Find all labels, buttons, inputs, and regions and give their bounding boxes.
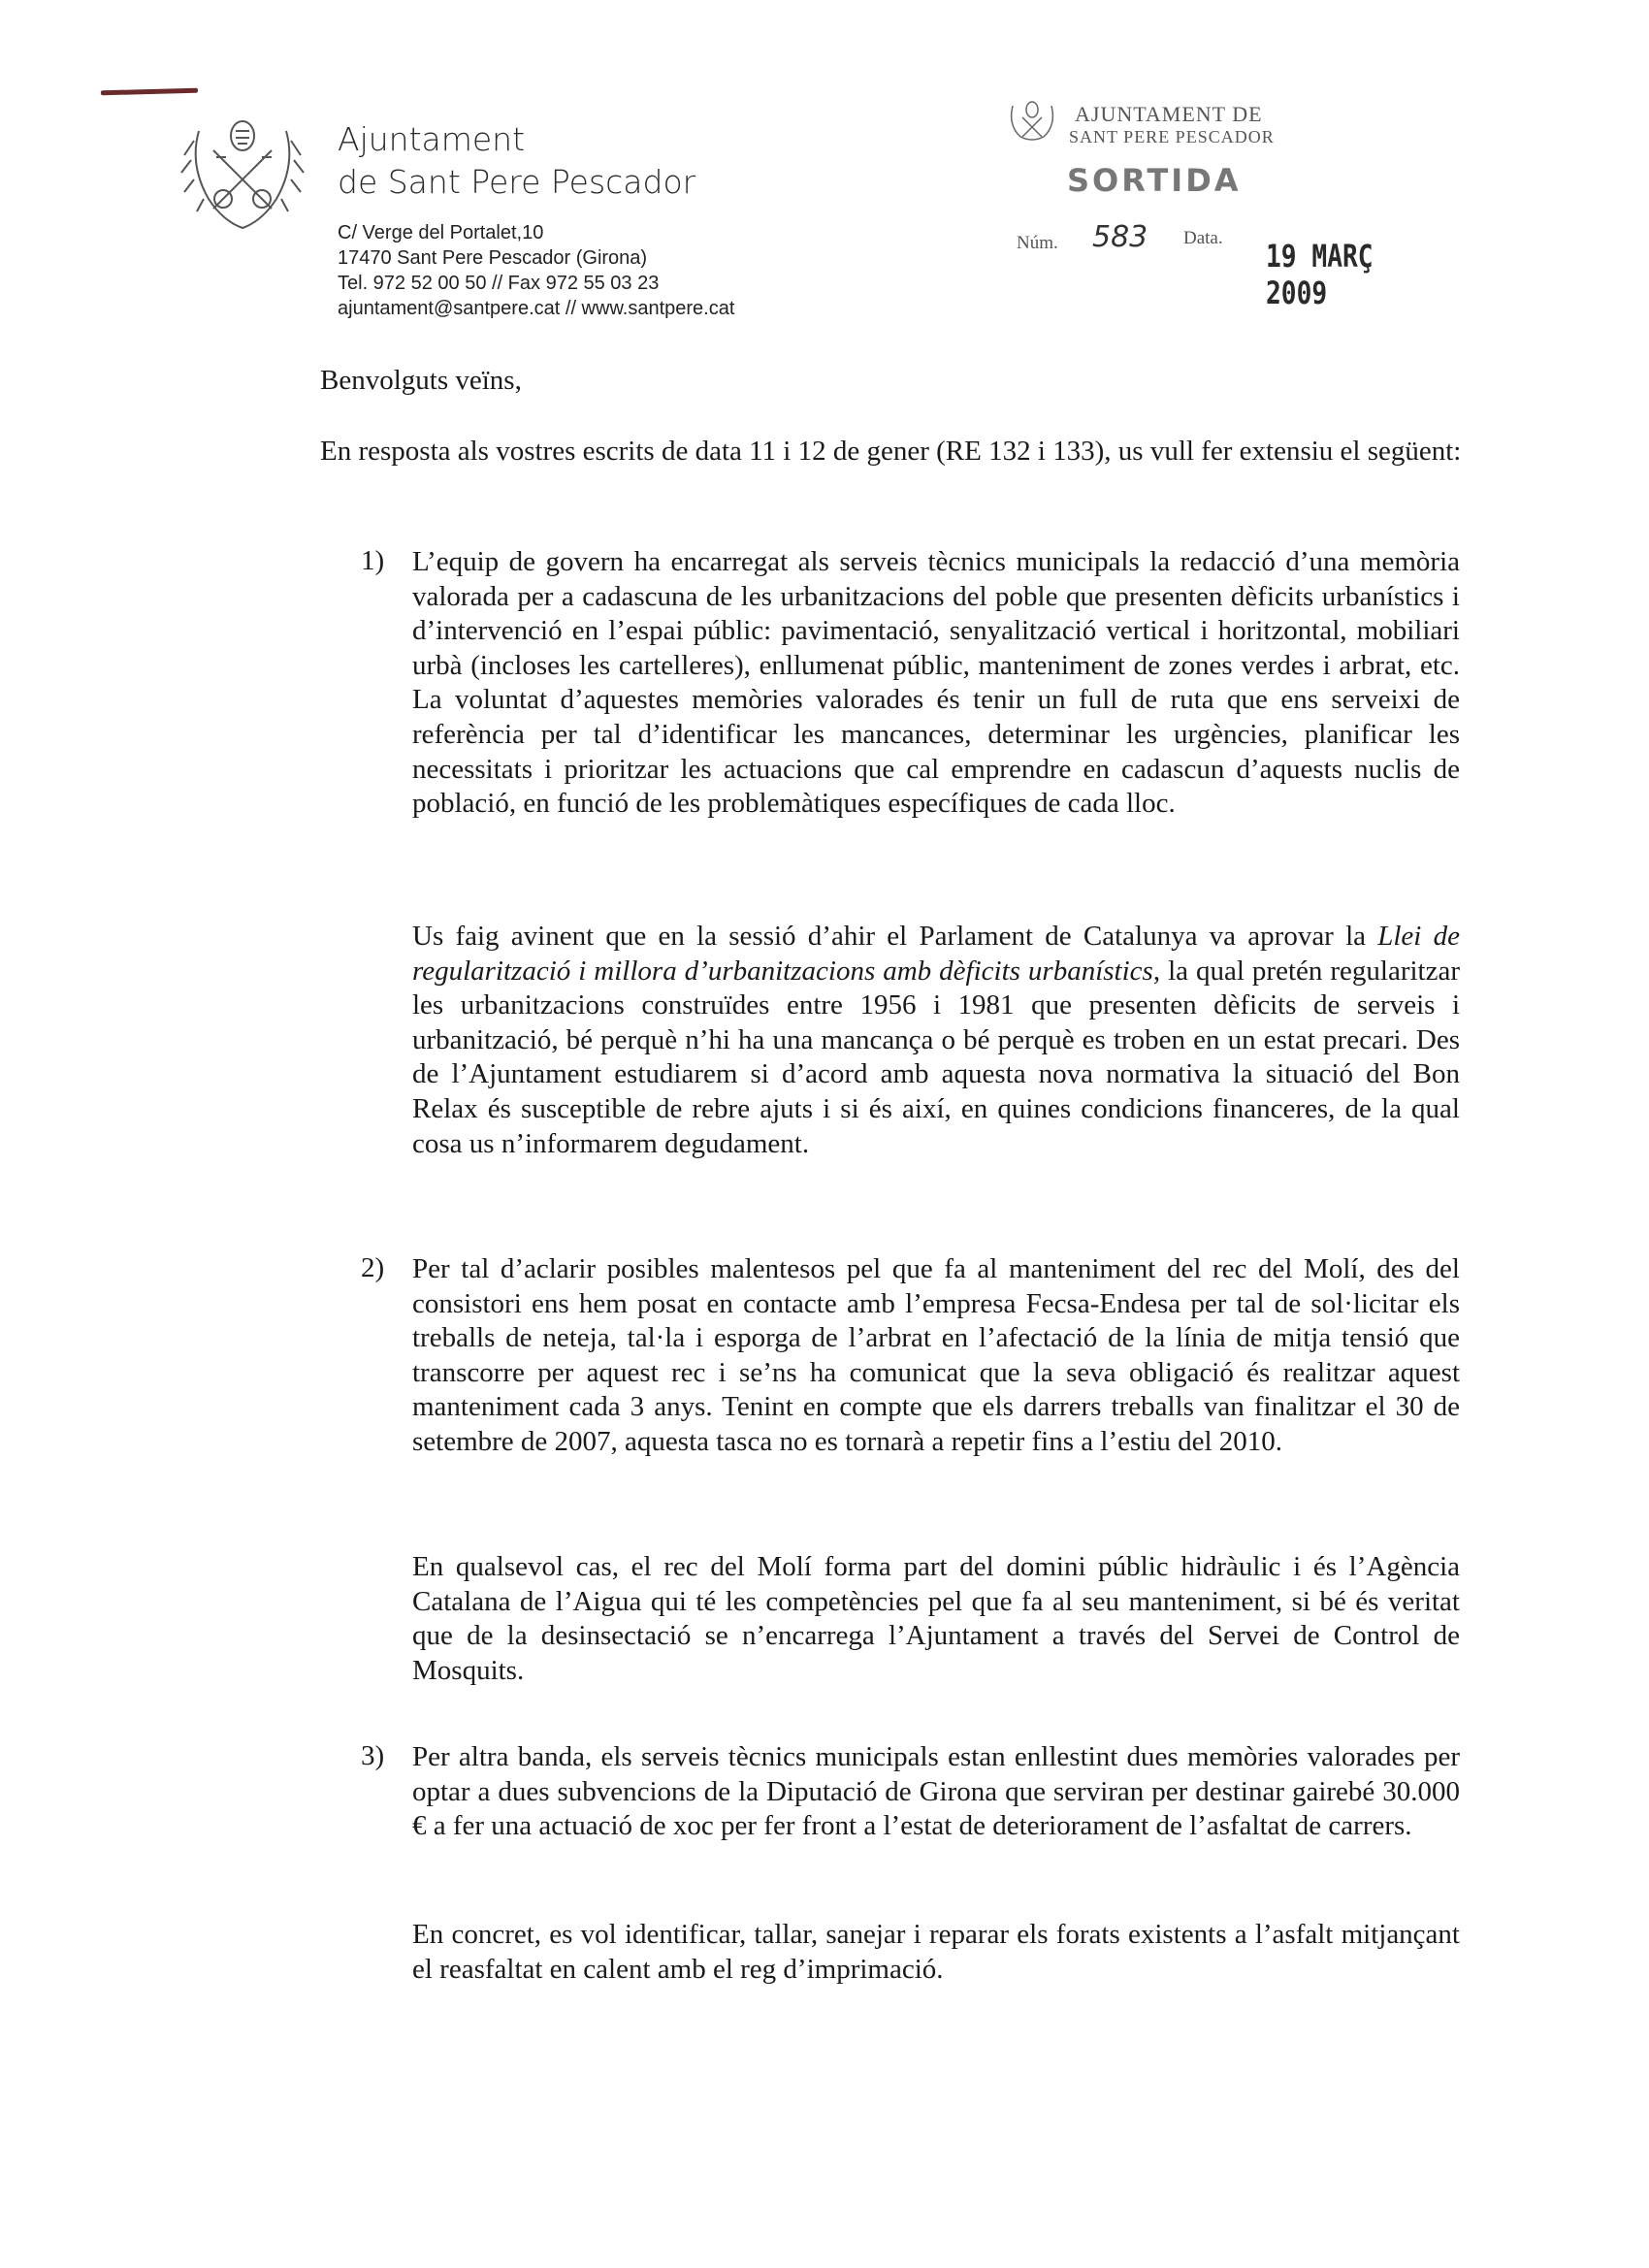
item-paragraph: En qualsevol cas, el rec del Molí forma part del domini públic hidràulic i és l’Agència Catalana de l’Aigua qui té les competències pel que fa al seu manteniment, si bé és veritat que de la desinsectació se n’encarrega l’Ajuntament a través del Servei de Control de Mosquits. (412, 1551, 1460, 1686)
stamp-date-label: Data. (1183, 228, 1223, 248)
organization-name-line1: Ajuntament (338, 120, 526, 158)
scan-mark (101, 88, 198, 96)
web-line: ajuntament@santpere.cat // www.santpere.cat (338, 298, 735, 319)
item-number: 3) (361, 1740, 385, 1771)
item-paragraph: L’equip de govern ha encarregat als serveis tècnics municipals la redacció d’una memòria valorada per a cadascuna de les urbanitzacions del poble que presenten dèficits urbanístics i d’intervenció en l’espai públic: pavimentació, senyalització vertical i horitzontal, mobiliari urbà (incloses les cartelleres), enllumenat públic, manteniment de zones verdes i arbrat, etc. La voluntat d’aquestes memòries valorades és tenir un full de ruta que ens serveixi de referència per tal d’identificar les mancances, determinar les urgències, planificar les necessitats i prioritzar les actuacions que cal emprendre en cadascun d’aquests nuclis de població, en funció de les problemàtiques específiques de cada lloc. (412, 546, 1460, 820)
item-paragraph: Per altra banda, els serveis tècnics municipals estan enllestint dues memòries valorades per optar a dues subvencions de la Diputació de Girona que serviran per destinar gairebé 30.000 € a fer una actuació de xoc per fer front a l’estat de deteriorament de l’asfaltat de carrers. (412, 1741, 1460, 1842)
intro-paragraph: En resposta als vostres escrits de data 11 i 12 de gener (RE 132 i 133), us vull fer extensiu el següent: (320, 436, 1462, 467)
stamp-seal-icon (1003, 96, 1061, 145)
item-paragraph: En concret, es vol identificar, tallar, sanejar i reparar els forats existents a l’asfalt mitjançant el reasfaltat en calent amb el reg d’imprimació. (412, 1919, 1460, 1985)
item-number: 1) (361, 545, 385, 576)
stamp-date: 19 MARÇ 2009 (1266, 238, 1374, 311)
stamp-line2: SANT PERE PESCADOR (1069, 127, 1275, 146)
organization-name-line2: de Sant Pere Pescador (338, 163, 696, 201)
stamp-line1: AJUNTAMENT DE (1075, 102, 1263, 126)
law-title: Llei de regularització i millora d’urbanitzacions amb dèficits urbanístics (412, 921, 1460, 987)
municipal-crest-keys-icon (170, 107, 315, 233)
city-line: 17470 Sant Pere Pescador (Girona) (338, 247, 648, 269)
item-paragraph: Per tal d’aclarir posibles malentesos pel que fa al manteniment del rec del Molí, des del consistori ens hem posat en contacte amb l’empresa Fecsa-Endesa per tal de sol·licitar els treballs de neteja, tal·la i esporga de l’arbrat en l’afectació de la línia de mitja tensió que transcorre per aquest rec i se’ns ha comunicat que la seva obligació és realitzar aquest manteniment cada 3 anys. Tenint en compte que els darrers treballs van finalitzar el 30 de setembre de 2007, aquesta tasca no es tornarà a repetir fins a l’estiu del 2010. (412, 1253, 1460, 1457)
registry-stamp (999, 92, 1406, 311)
organization-contact (338, 220, 734, 321)
phone-line: Tel. 972 52 00 50 // Fax 972 55 03 23 (338, 273, 660, 294)
stamp-type: SORTIDA (1067, 162, 1242, 199)
stamp-number-label: Núm. (1017, 233, 1058, 253)
organization-name (338, 118, 695, 204)
paragraph-text: , la qual pretén regularitzar les urbanitzacions construïdes entre 1956 i 1981 que presenten dèficits de serveis i urbanització, bé perquè n’hi ha una mancança o bé perquè es troben en un estat precari. Des de l’Ajuntament estudiarem si d’acord amb aquesta nova normativa la situació del Bon Relax és susceptible de rebre ajuts i si és així, en quines condicions financeres, de la qual cosa us n’informarem degudament. (412, 955, 1460, 1159)
salutation: Benvolguts veïns, (320, 365, 522, 396)
address-line: C/ Verge del Portalet,10 (338, 222, 544, 243)
stamp-number: 583 (1092, 220, 1148, 254)
paragraph-text: Us faig avinent que en la sessió d’ahir el Parlament de Catalunya va aprovar la (412, 921, 1378, 952)
item-number: 2) (361, 1252, 385, 1283)
item-paragraph (412, 920, 1460, 1161)
